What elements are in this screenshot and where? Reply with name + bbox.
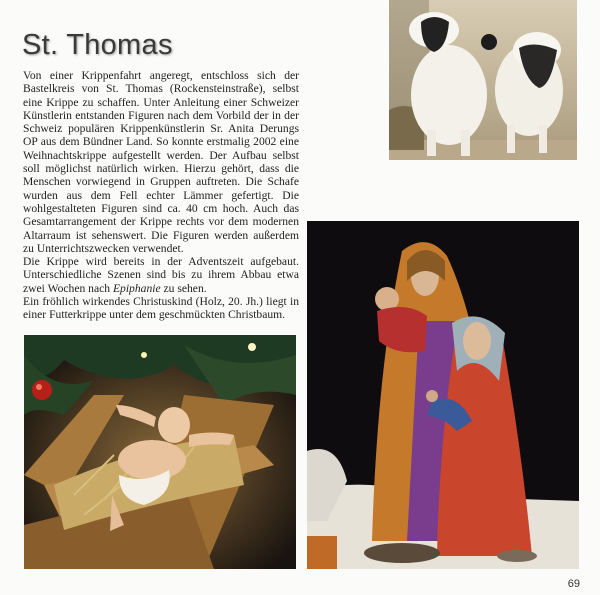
paragraph-christ-child: Ein fröhlich wirkendes Christuskind (Holz, 20. Jh.) liegt in einer Futterkrippe unter dem geschmückten Christbaum. [23,295,299,322]
paragraph-intro: Von einer Krippenfahrt angeregt, entschloss sich der Bastelkreis von St. Thomas (Rockensteinstraße), selbst eine Krippe zu schaffen. Unter Anleitung einer Schweizer Künstlerin entstanden Figuren nach dem Vorbild der in der Schweiz populären Krippenkünstlerin Sr. Anita Derungs OP aus dem Bündner Land. So konnte erstmalig 2002 eine Weihnachtskrippe aufgestellt werden. Der Aufbau selbst soll möglichst natürlich wirken. Hierzu gehört, dass die Menschen vorwiegend in Gruppen auftreten. Die Schafe wurden aus dem Fell echter Lämmer gefertigt. Die wohlgestalteten Figuren sind ca. 40 cm hoch. Auch das Gesamtarrangement der Krippe rechts vor dem modernen Altarraum ist sehenswert. Die Figuren werden außerdem zu Unterrichtszwecken verwendet. [23,69,299,255]
paragraph-advent-start: Die Krippe wird bereits in der Adventszeit aufgebaut. Unterschiedliche Szenen sind bis zu ihrem Abbau etwa zwei Wochen nach [23,255,299,295]
paragraph-advent-end: zu sehen. [160,281,207,295]
page-title: St. Thomas [22,29,173,61]
paragraph-advent [23,255,299,295]
epiphanie-term: Epiphanie [112,281,161,295]
photo-sheep [389,0,577,160]
photo-holy-family [307,221,579,569]
page-number: 69 [567,578,580,590]
article-text [23,69,299,322]
photo-christ-child-manger [24,335,296,569]
